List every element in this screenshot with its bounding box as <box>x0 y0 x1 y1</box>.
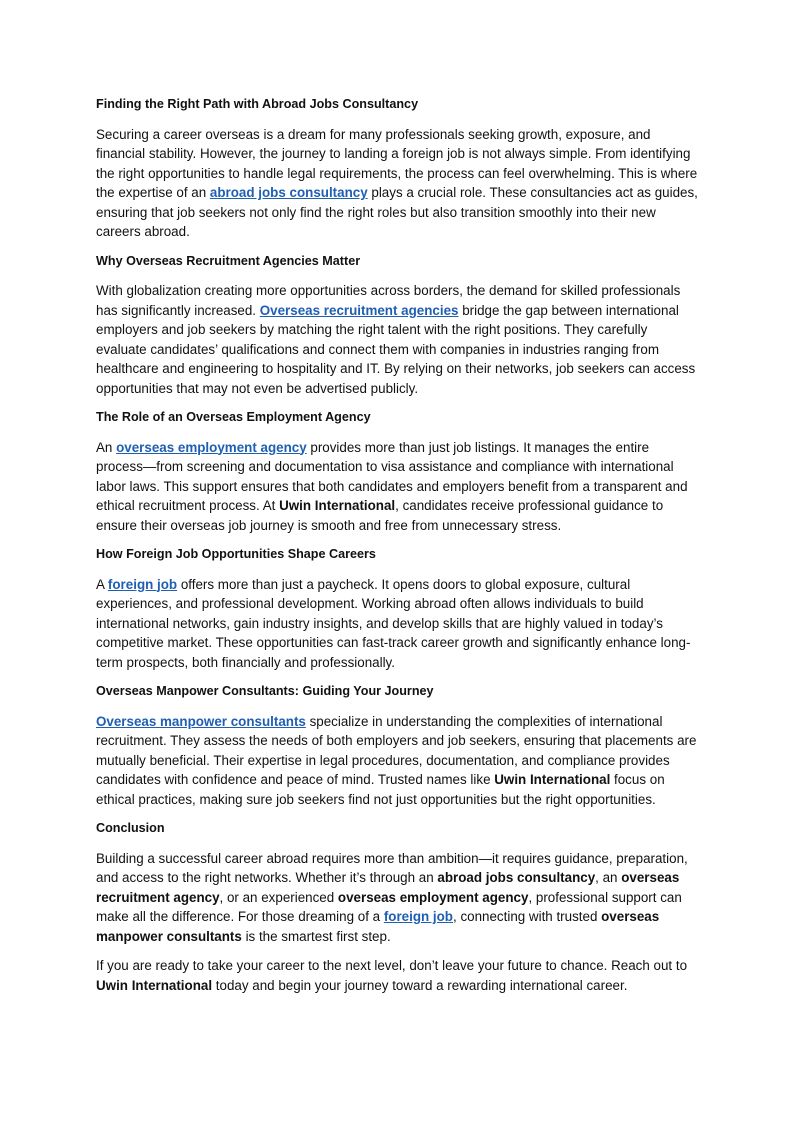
text-run: specialize in understanding the complexities of international recruitment. They assess the needs of both employers and job seekers, ensuring that placements are mutually beneficial. Their expertise in legal procedures, documentation, and compliance provides candidates with confidence and peace of mind. Trusted names like <box>96 713 697 787</box>
link-abroad-jobs-consultancy[interactable]: abroad jobs consultancy <box>209 185 368 200</box>
text-run: is the smartest first step. <box>241 928 391 944</box>
text-run: With globalization creating more opportunities across borders, the demand for skilled professionals has significantly increased. <box>96 283 681 318</box>
link-overseas-manpower-consultants[interactable]: Overseas manpower consultants <box>96 713 306 729</box>
text-run: If you are ready to take your career to the next level, don’t leave your future to chance. Reach out to <box>96 958 688 973</box>
text-run: , candidates receive professional guidance to ensure their overseas job journey is smooth and free from unnecessary stress. <box>96 498 664 533</box>
section-heading-recruitment-agencies: Why Overseas Recruitment Agencies Matter <box>96 253 361 268</box>
text-run: Securing a career overseas is a dream for many professionals seeking growth, exposure, and financial stability. However, the journey to landing a foreign job is not always simple. From identifying the right opportunities to handle legal requirements, the process can feel overwhelming. This is where the expertise of an <box>96 126 698 200</box>
section-heading-abroad-jobs: Finding the Right Path with Abroad Jobs Consultancy <box>96 97 419 111</box>
document-page <box>96 95 698 1005</box>
paragraph-manpower-consultants <box>96 712 698 810</box>
text-run: Building a successful career abroad requires more than ambition—it requires guidance, preparation, and access to the right networks. Whether it’s through an <box>96 850 688 885</box>
link-foreign-job[interactable]: foreign job <box>107 576 178 592</box>
bold-text-overseas-recruitment-agency: overseas recruitment agency <box>96 870 680 905</box>
paragraph-conclusion <box>96 849 698 947</box>
text-run: offers more than just a paycheck. It opens doors to global exposure, cultural experiences, and professional development. Working abroad often allows individuals to build international networks, gain industry insights, and develop skills that are highly valued in today’s competitive market. These opportunities can fast-track career growth and significantly enhance long-term prospects, both financially and professionally. <box>96 576 691 670</box>
bold-text-uwin-international: Uwin International <box>494 772 611 787</box>
text-run: , or an experienced <box>219 889 338 905</box>
bold-text-uwin-international: Uwin International <box>279 498 396 513</box>
link-overseas-recruitment-agencies[interactable]: Overseas recruitment agencies <box>259 302 459 318</box>
section-heading-manpower-consultants: Overseas Manpower Consultants: Guiding Your Journey <box>96 684 434 698</box>
text-run: An <box>96 439 117 455</box>
text-run: , an <box>595 870 622 885</box>
text-run: today and begin your journey toward a rewarding international career. <box>212 977 628 993</box>
paragraph-call-to-action <box>96 956 698 995</box>
section-heading-foreign-job: How Foreign Job Opportunities Shape Careers <box>96 547 376 561</box>
paragraph-recruitment-agencies <box>96 281 698 398</box>
text-run: , connecting with trusted <box>453 909 602 924</box>
text-run: focus on ethical practices, making sure job seekers find not just opportunities but the right opportunities. <box>96 772 665 807</box>
text-run: provides more than just job listings. It manages the entire process—from screening and documentation to visa assistance and compliance with international labor laws. This support ensures that both candidates and employers benefit from a transparent and ethical recruitment process. At <box>96 439 688 513</box>
text-run: plays a crucial role. These consultancies act as guides, ensuring that job seekers not only find the right roles but also transition smoothly into their new careers abroad. <box>96 185 698 239</box>
paragraph-employment-agency <box>96 438 698 536</box>
paragraph-intro <box>96 125 698 242</box>
bold-text-overseas-manpower-consultants: overseas manpower consultants <box>96 909 660 944</box>
bold-text-uwin-international: Uwin International <box>96 977 213 993</box>
section-heading-conclusion: Conclusion <box>96 821 165 835</box>
text-run: , professional support can make all the difference. For those dreaming of a <box>96 889 682 924</box>
bold-text-abroad-jobs-consultancy: abroad jobs consultancy <box>437 870 596 885</box>
bold-text-overseas-employment-agency: overseas employment agency <box>337 889 529 905</box>
text-run: bridge the gap between international employers and job seekers by matching the right talent with the right positions. They carefully evaluate candidates’ qualifications and connect them with companies in industries ranging from healthcare and engineering to hospitality and IT. By relying on their networks, job seekers can access opportunities that may not even be advertised publicly. <box>96 302 696 396</box>
link-foreign-job-conclusion[interactable]: foreign job <box>383 909 453 924</box>
link-overseas-employment-agency[interactable]: overseas employment agency <box>116 439 307 455</box>
section-heading-employment-agency: The Role of an Overseas Employment Agency <box>96 410 371 424</box>
paragraph-foreign-job <box>96 575 698 673</box>
text-run: A <box>96 576 108 592</box>
